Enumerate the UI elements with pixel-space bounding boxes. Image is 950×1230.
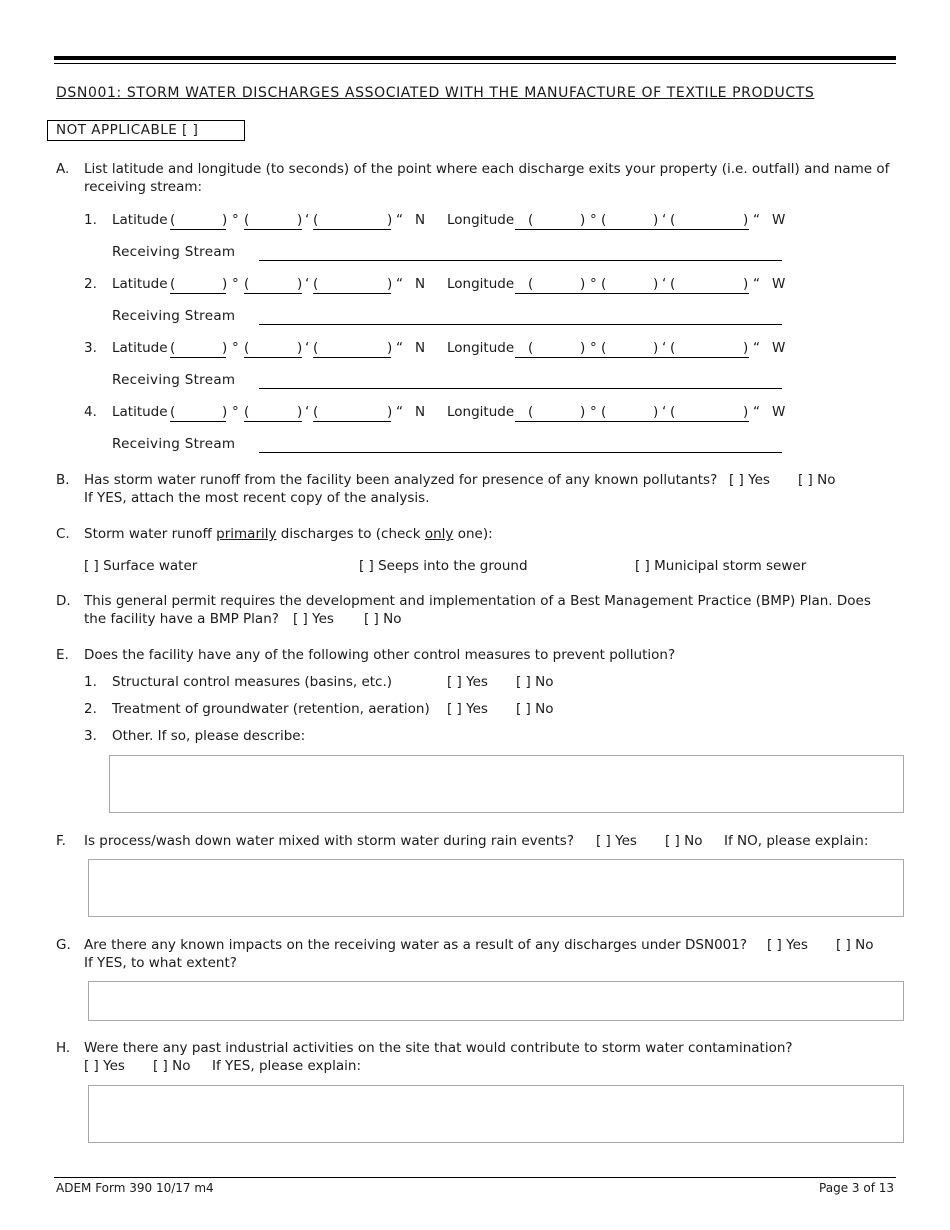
paren: ): [743, 276, 749, 292]
past-activities-explanation-field[interactable]: [88, 1085, 904, 1143]
longitude-label: Longitude: [447, 212, 515, 228]
section-g-note: If YES, to what extent?: [84, 955, 237, 971]
section-e-question: Does the facility have any of the following other control measures to prevent pollution?: [84, 647, 676, 663]
section-h-note: If YES, please explain:: [212, 1058, 361, 1074]
north-label: N: [415, 212, 426, 228]
paren: ): [653, 340, 659, 356]
longitude-field[interactable]: [515, 277, 749, 294]
section-d-question-line2: the facility have a BMP Plan?: [84, 611, 279, 627]
paren: (: [244, 404, 250, 420]
groundwater-treatment-yes-checkbox[interactable]: [ ] Yes: [447, 701, 488, 717]
minute-symbol: ‘: [305, 404, 310, 420]
groundwater-treatment-no-checkbox[interactable]: [ ] No: [516, 701, 554, 717]
second-symbol: “: [396, 404, 403, 420]
degree-symbol: °: [590, 276, 597, 292]
section-g-letter: G.: [56, 937, 71, 953]
latitude-seconds-field[interactable]: [313, 341, 391, 358]
longitude-label: Longitude: [447, 404, 515, 420]
minute-symbol: ‘: [305, 212, 310, 228]
second-symbol: “: [396, 340, 403, 356]
section-d-question: This general permit requires the development and implementation of a Best Management Practice (BMP) Plan. Does: [84, 593, 871, 609]
latitude-label: Latitude: [112, 404, 168, 420]
section-b-letter: B.: [56, 472, 70, 488]
degree-symbol: °: [590, 212, 597, 228]
header-rule-thick: [54, 56, 896, 60]
longitude-field[interactable]: [515, 341, 749, 358]
municipal-storm-sewer-checkbox[interactable]: [ ] Municipal storm sewer: [635, 558, 807, 574]
other-controls-description-field[interactable]: [109, 755, 904, 813]
west-label: W: [772, 276, 786, 292]
paren: (: [170, 340, 176, 356]
section-f-no-checkbox[interactable]: [ ] No: [665, 833, 703, 849]
latitude-seconds-field[interactable]: [313, 277, 391, 294]
section-h-no-checkbox[interactable]: [ ] No: [153, 1058, 191, 1074]
form-section-title: DSN001: STORM WATER DISCHARGES ASSOCIATED WITH THE MANUFACTURE OF TEXTILE PRODUCTS: [56, 85, 815, 101]
paren: (: [313, 212, 319, 228]
section-a-question: List latitude and longitude (to seconds) of the point where each discharge exits your property (i.e. outfall) and name of receiving stream:: [84, 161, 890, 195]
paren: (: [313, 404, 319, 420]
paren: ): [387, 404, 393, 420]
latitude-degrees-field[interactable]: [170, 277, 226, 294]
longitude-field[interactable]: [515, 405, 749, 422]
north-label: N: [415, 404, 426, 420]
paren: (: [313, 340, 319, 356]
second-symbol: “: [753, 276, 760, 292]
paren: ): [580, 276, 586, 292]
receiving-stream-label: Receiving Stream: [112, 372, 236, 388]
second-symbol: “: [753, 404, 760, 420]
paren: (: [528, 340, 534, 356]
minute-symbol: ‘: [662, 276, 667, 292]
longitude-label: Longitude: [447, 276, 515, 292]
section-g-yes-checkbox[interactable]: [ ] Yes: [767, 937, 808, 953]
discharge-number: 3.: [84, 340, 97, 356]
degree-symbol: °: [232, 404, 239, 420]
minute-symbol: ‘: [662, 404, 667, 420]
paren: (: [601, 212, 607, 228]
latitude-degrees-field[interactable]: [170, 341, 226, 358]
section-f-letter: F.: [56, 833, 66, 849]
north-label: N: [415, 276, 426, 292]
receiving-stream-field[interactable]: [259, 244, 782, 261]
paren: ): [653, 404, 659, 420]
minute-symbol: ‘: [662, 212, 667, 228]
paren: (: [528, 404, 534, 420]
discharge-number: 2.: [84, 276, 97, 292]
west-label: W: [772, 404, 786, 420]
second-symbol: “: [753, 212, 760, 228]
section-b-question: Has storm water runoff from the facility been analyzed for presence of any known pollutants?: [84, 472, 718, 488]
receiving-stream-field[interactable]: [259, 372, 782, 389]
paren: ): [387, 340, 393, 356]
paren: (: [170, 404, 176, 420]
degree-symbol: °: [232, 340, 239, 356]
latitude-minutes-field[interactable]: [244, 277, 302, 294]
section-a-letter: A.: [56, 161, 70, 177]
paren: (: [601, 276, 607, 292]
section-d-letter: D.: [56, 593, 71, 609]
paren: ): [297, 212, 303, 228]
receiving-stream-label: Receiving Stream: [112, 244, 236, 260]
impacts-extent-field[interactable]: [88, 981, 904, 1021]
section-f-note: If NO, please explain:: [724, 833, 869, 849]
footer-rule: [54, 1177, 896, 1178]
paren: ): [222, 212, 228, 228]
section-e-item-number: 3.: [84, 728, 97, 744]
section-c-question: Storm water runoff primarily discharges to (check only one):: [84, 526, 493, 542]
degree-symbol: °: [232, 212, 239, 228]
section-b-yes-checkbox[interactable]: [ ] Yes: [729, 472, 770, 488]
discharge-number: 4.: [84, 404, 97, 420]
section-e-item-number: 1.: [84, 674, 97, 690]
latitude-label: Latitude: [112, 276, 168, 292]
paren: ): [743, 340, 749, 356]
section-f-yes-checkbox[interactable]: [ ] Yes: [596, 833, 637, 849]
wash-water-explanation-field[interactable]: [88, 859, 904, 917]
paren: (: [528, 212, 534, 228]
paren: ): [653, 276, 659, 292]
seeps-into-ground-checkbox[interactable]: [ ] Seeps into the ground: [359, 558, 528, 574]
section-e-item-number: 2.: [84, 701, 97, 717]
minute-symbol: ‘: [662, 340, 667, 356]
latitude-minutes-field[interactable]: [244, 341, 302, 358]
paren: ): [297, 276, 303, 292]
latitude-seconds-field[interactable]: [313, 213, 391, 230]
discharge-number: 1.: [84, 212, 97, 228]
paren: ): [387, 212, 393, 228]
paren: ): [297, 404, 303, 420]
degree-symbol: °: [232, 276, 239, 292]
degree-symbol: °: [590, 404, 597, 420]
surface-water-checkbox[interactable]: [ ] Surface water: [84, 558, 198, 574]
receiving-stream-field[interactable]: [259, 308, 782, 325]
section-b-no-checkbox[interactable]: [ ] No: [798, 472, 836, 488]
section-g-no-checkbox[interactable]: [ ] No: [836, 937, 874, 953]
latitude-degrees-field[interactable]: [170, 405, 226, 422]
section-d-yes-checkbox[interactable]: [ ] Yes: [293, 611, 334, 627]
west-label: W: [772, 340, 786, 356]
paren: ): [387, 276, 393, 292]
paren: (: [601, 340, 607, 356]
header-rule-thin: [54, 63, 896, 64]
paren: ): [743, 212, 749, 228]
minute-symbol: ‘: [305, 276, 310, 292]
latitude-label: Latitude: [112, 340, 168, 356]
receiving-stream-label: Receiving Stream: [112, 308, 236, 324]
paren: (: [244, 340, 250, 356]
paren: ): [653, 212, 659, 228]
west-label: W: [772, 212, 786, 228]
latitude-label: Latitude: [112, 212, 168, 228]
section-g-question: Are there any known impacts on the receiving water as a result of any discharges under DSN001?: [84, 937, 748, 953]
paren: (: [670, 404, 676, 420]
section-c-letter: C.: [56, 526, 70, 542]
page-number: Page 3 of 13: [819, 1181, 894, 1195]
paren: ): [297, 340, 303, 356]
structural-controls-yes-checkbox[interactable]: [ ] Yes: [447, 674, 488, 690]
paren: ): [222, 340, 228, 356]
section-h-letter: H.: [56, 1040, 71, 1056]
section-e-item-label: Other. If so, please describe:: [112, 728, 306, 744]
receiving-stream-label: Receiving Stream: [112, 436, 236, 452]
receiving-stream-field[interactable]: [259, 436, 782, 453]
paren: (: [670, 212, 676, 228]
degree-symbol: °: [590, 340, 597, 356]
section-e-item-label: Treatment of groundwater (retention, aeration): [112, 701, 430, 717]
section-h-yes-checkbox[interactable]: [ ] Yes: [84, 1058, 125, 1074]
not-applicable-checkbox[interactable]: NOT APPLICABLE [ ]: [47, 120, 245, 141]
paren: (: [170, 276, 176, 292]
paren: (: [313, 276, 319, 292]
north-label: N: [415, 340, 426, 356]
structural-controls-no-checkbox[interactable]: [ ] No: [516, 674, 554, 690]
paren: (: [170, 212, 176, 228]
paren: (: [244, 212, 250, 228]
paren: ): [580, 212, 586, 228]
paren: (: [601, 404, 607, 420]
latitude-seconds-field[interactable]: [313, 405, 391, 422]
latitude-degrees-field[interactable]: [170, 213, 226, 230]
longitude-label: Longitude: [447, 340, 515, 356]
section-f-question: Is process/wash down water mixed with storm water during rain events?: [84, 833, 574, 849]
paren: (: [670, 340, 676, 356]
paren: ): [222, 276, 228, 292]
second-symbol: “: [396, 276, 403, 292]
second-symbol: “: [396, 212, 403, 228]
paren: (: [528, 276, 534, 292]
second-symbol: “: [753, 340, 760, 356]
paren: ): [580, 340, 586, 356]
longitude-field[interactable]: [515, 213, 749, 230]
paren: (: [244, 276, 250, 292]
latitude-minutes-field[interactable]: [244, 405, 302, 422]
form-id: ADEM Form 390 10/17 m4: [56, 1181, 214, 1195]
paren: ): [580, 404, 586, 420]
paren: ): [743, 404, 749, 420]
section-b-note: If YES, attach the most recent copy of the analysis.: [84, 490, 430, 506]
section-d-no-checkbox[interactable]: [ ] No: [364, 611, 402, 627]
paren: (: [670, 276, 676, 292]
section-e-item-label: Structural control measures (basins, etc.): [112, 674, 393, 690]
latitude-minutes-field[interactable]: [244, 213, 302, 230]
section-h-question: Were there any past industrial activities on the site that would contribute to storm water contamination?: [84, 1040, 793, 1056]
section-e-letter: E.: [56, 647, 69, 663]
paren: ): [222, 404, 228, 420]
minute-symbol: ‘: [305, 340, 310, 356]
